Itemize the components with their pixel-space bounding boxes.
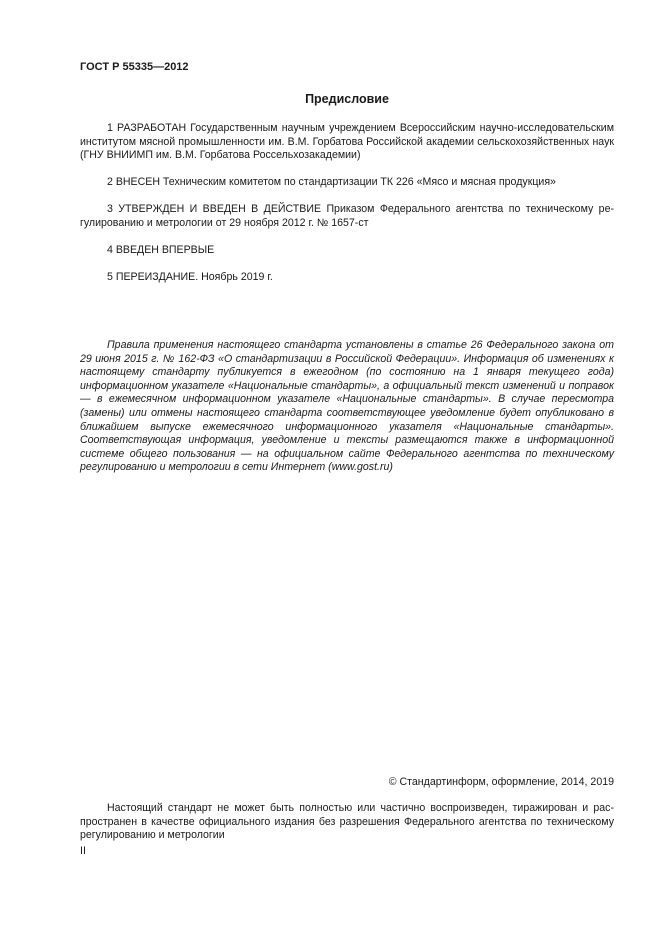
document-code: ГОСТ Р 55335—2012 (80, 61, 189, 73)
preface-title: Предисловие (305, 92, 389, 106)
preface-item-4: 4 ВВЕДЕН ВПЕРВЫЕ (107, 244, 215, 256)
preface-item-3: 3 УТВЕРЖДЕН И ВВЕДЕН В ДЕЙСТВИЕ Приказом Федерального агентства по техническому регулированию и метрологии от 29 ноября 2012 г. № 1657-ст (80, 203, 614, 229)
rights-notice: Настоящий стандарт не может быть полностью или частично воспроизведен, тиражирован и распространен в качестве официального издания без разрешения Федерального агентства по техническому регулированию и метрологии (80, 802, 614, 842)
preface-item-5: 5 ПЕРЕИЗДАНИЕ. Ноябрь 2019 г. (107, 271, 273, 283)
copyright-line: © Стандартинформ, оформление, 2014, 2019 (388, 776, 614, 788)
preface-item-2: 2 ВНЕСЕН Техническим комитетом по стандартизации ТК 226 «Мясо и мясная продукция» (107, 176, 556, 188)
application-notice: Правила применения настоящего стандарта установлены в статье 26 Федерального закона от 29 июня 2015 г. № 162-ФЗ «О стандартизации в Российской Федерации». Информация об изменениях к настоящему стандарту публикуется в ежегодном (по состоянию на 1 января текущего года) информационном указателе «Национальные стандарты», а официальный текст изменений и поправок — в ежемесячном информационном указателе «Национальные стандарты». В случае пересмотра (замены) или отмены настоящего стандарта соответствующее уведомление будет опубликовано в ближайшем выпуске ежемесячного информационного указателя «Национальные стандарты». Соответствующая информация, уведомление и тексты размещаются также в информационной системе общего пользования — на официальном сайте Федерального агентства по техническому регулированию и метрологии в сети Интернет (www.gost.ru) (80, 339, 614, 474)
preface-item-1: 1 РАЗРАБОТАН Государственным научным учреждением Всероссийским научно-исследовательским институтом мясной промышленности им. В.М. Горбатова Российской академии сельскохозяйственных наук (ГНУ ВНИИМП им. В.М. Горбатова Россельхозакадемии) (80, 122, 614, 162)
page-number: II (80, 845, 86, 857)
